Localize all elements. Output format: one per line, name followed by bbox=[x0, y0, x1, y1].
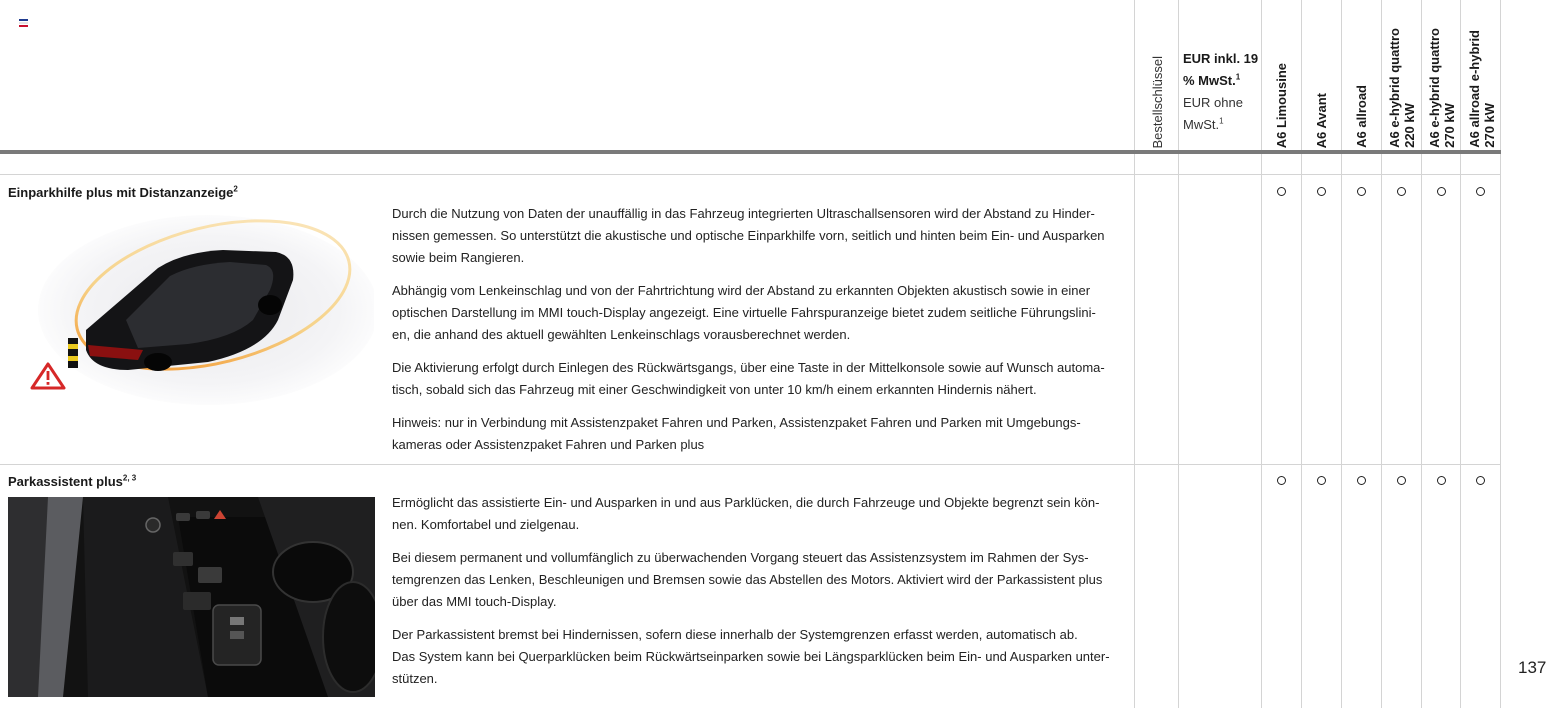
feature-title-text: Parkassistent plus bbox=[8, 474, 123, 489]
availability-optional-icon bbox=[1437, 187, 1446, 196]
column-divider bbox=[1134, 0, 1135, 708]
model-header-a6-allroad: A6 allroad bbox=[1354, 85, 1369, 148]
model-header-a6-ehybrid-270: A6 e-hybrid quattro 270 kW bbox=[1427, 28, 1457, 148]
feature-footnote: 2, 3 bbox=[122, 473, 137, 483]
feature-footnote: 2 bbox=[233, 184, 238, 194]
column-divider bbox=[1421, 0, 1422, 708]
availability-optional-icon bbox=[1317, 187, 1326, 196]
header-rule-thin bbox=[0, 174, 1501, 175]
availability-optional-icon bbox=[1476, 187, 1485, 196]
feature-description-park-assist bbox=[392, 492, 1130, 701]
availability-optional-icon bbox=[1357, 187, 1366, 196]
brand-logo-icon bbox=[19, 19, 28, 28]
column-divider bbox=[1341, 0, 1342, 708]
price-gross-label: EUR inkl. 19 % MwSt. bbox=[1183, 51, 1259, 88]
description-paragraph: Ermöglicht das assistierte Ein- und Ausparken in und aus Parklücken, die durch Fahrzeuge und Objekte begrenzt sein kön- nen. Komfortabel und zielgenau. bbox=[392, 495, 1100, 532]
model-header-a6-limousine: A6 Limousine bbox=[1274, 62, 1289, 148]
model-header-a6-ehybrid-220: A6 e-hybrid quattro 220 kW bbox=[1387, 28, 1417, 148]
column-divider bbox=[1178, 0, 1179, 708]
model-header-a6-allroad-ehybrid-270: A6 allroad e-hybrid 270 kW bbox=[1467, 30, 1497, 148]
feature-title-park-assist bbox=[8, 474, 136, 489]
availability-optional-icon bbox=[1397, 187, 1406, 196]
availability-optional-icon bbox=[1277, 476, 1286, 485]
availability-optional-icon bbox=[1397, 476, 1406, 485]
center-console-image bbox=[8, 497, 375, 697]
column-divider bbox=[1500, 0, 1501, 708]
availability-optional-icon bbox=[1277, 187, 1286, 196]
availability-optional-icon bbox=[1317, 476, 1326, 485]
price-header bbox=[1183, 48, 1263, 136]
description-paragraph: Die Aktivierung erfolgt durch Einlegen des Rückwärtsgangs, über eine Taste in der Mittelkonsole sowie auf Wunsch automa- tisch, sobald sich das Fahrzeug mit einer Geschwindigkeit von unter 10 km/h einem erkannten Hindernis nähert. bbox=[392, 360, 1105, 397]
price-net-footnote: 1 bbox=[1219, 116, 1224, 126]
price-gross-footnote: 1 bbox=[1235, 72, 1241, 82]
price-net-label: EUR ohne MwSt. bbox=[1183, 95, 1243, 132]
description-paragraph: Abhängig vom Lenkeinschlag und von der Fahrtrichtung wird der Abstand zu erkannten Objekten akustisch sowie in einer optischen Darstellung im MMI touch-Display angezeigt. Eine virtuelle Fahrspuranzeige bietet zudem seitliche Führungslini- en, die anhand des aktuell gewählten Lenkeinschlags vorausberechnet werden. bbox=[392, 283, 1096, 342]
column-divider bbox=[1460, 0, 1461, 708]
feature-title-text: Einparkhilfe plus mit Distanzanzeige bbox=[8, 185, 234, 200]
description-paragraph: Der Parkassistent bremst bei Hindernissen, sofern diese innerhalb der Systemgrenzen erfasst werden, automatisch ab. Das System kann bei Querparklücken beim Rückwärtseinparken sowie bei Längsparklücken beim Ein- und Ausparken unter- stützen. bbox=[392, 627, 1110, 686]
feature-description-parking-aid bbox=[392, 203, 1130, 467]
feature-title-parking-aid bbox=[8, 185, 238, 200]
header-rule bbox=[0, 150, 1501, 154]
availability-optional-icon bbox=[1437, 476, 1446, 485]
model-header-a6-avant: A6 Avant bbox=[1314, 92, 1329, 148]
availability-optional-icon bbox=[1476, 476, 1485, 485]
order-key-header: Bestellschlüssel bbox=[1150, 55, 1165, 148]
page-number: 137 bbox=[1518, 658, 1547, 677]
parking-distance-car-image bbox=[8, 210, 374, 410]
availability-optional-icon bbox=[1357, 476, 1366, 485]
description-paragraph: Bei diesem permanent und vollumfänglich zu überwachenden Vorgang steuert das Assistenzsystem im Rahmen der Sys- temgrenzen das Lenken, Beschleunigen und Bremsen sowie das Abstellen des Motors. Aktiviert wird der Parkassistent plus über das MMI touch-Display. bbox=[392, 550, 1103, 609]
column-divider bbox=[1301, 0, 1302, 708]
column-divider bbox=[1381, 0, 1382, 708]
description-paragraph: Durch die Nutzung von Daten der unauffällig in das Fahrzeug integrierten Ultraschallsensoren wird der Abstand zu Hinder- nissen gemessen. So unterstützt die akustische und optische Einparkhilfe vorn, seitlich und hinten beim Ein- und Ausparken sowie beim Rangieren. bbox=[392, 206, 1105, 265]
description-paragraph: Hinweis: nur in Verbindung mit Assistenzpaket Fahren und Parken, Assistenzpaket Fahren und Parken mit Umgebungs- kameras oder Assistenzpaket Fahren und Parken plus bbox=[392, 415, 1081, 452]
